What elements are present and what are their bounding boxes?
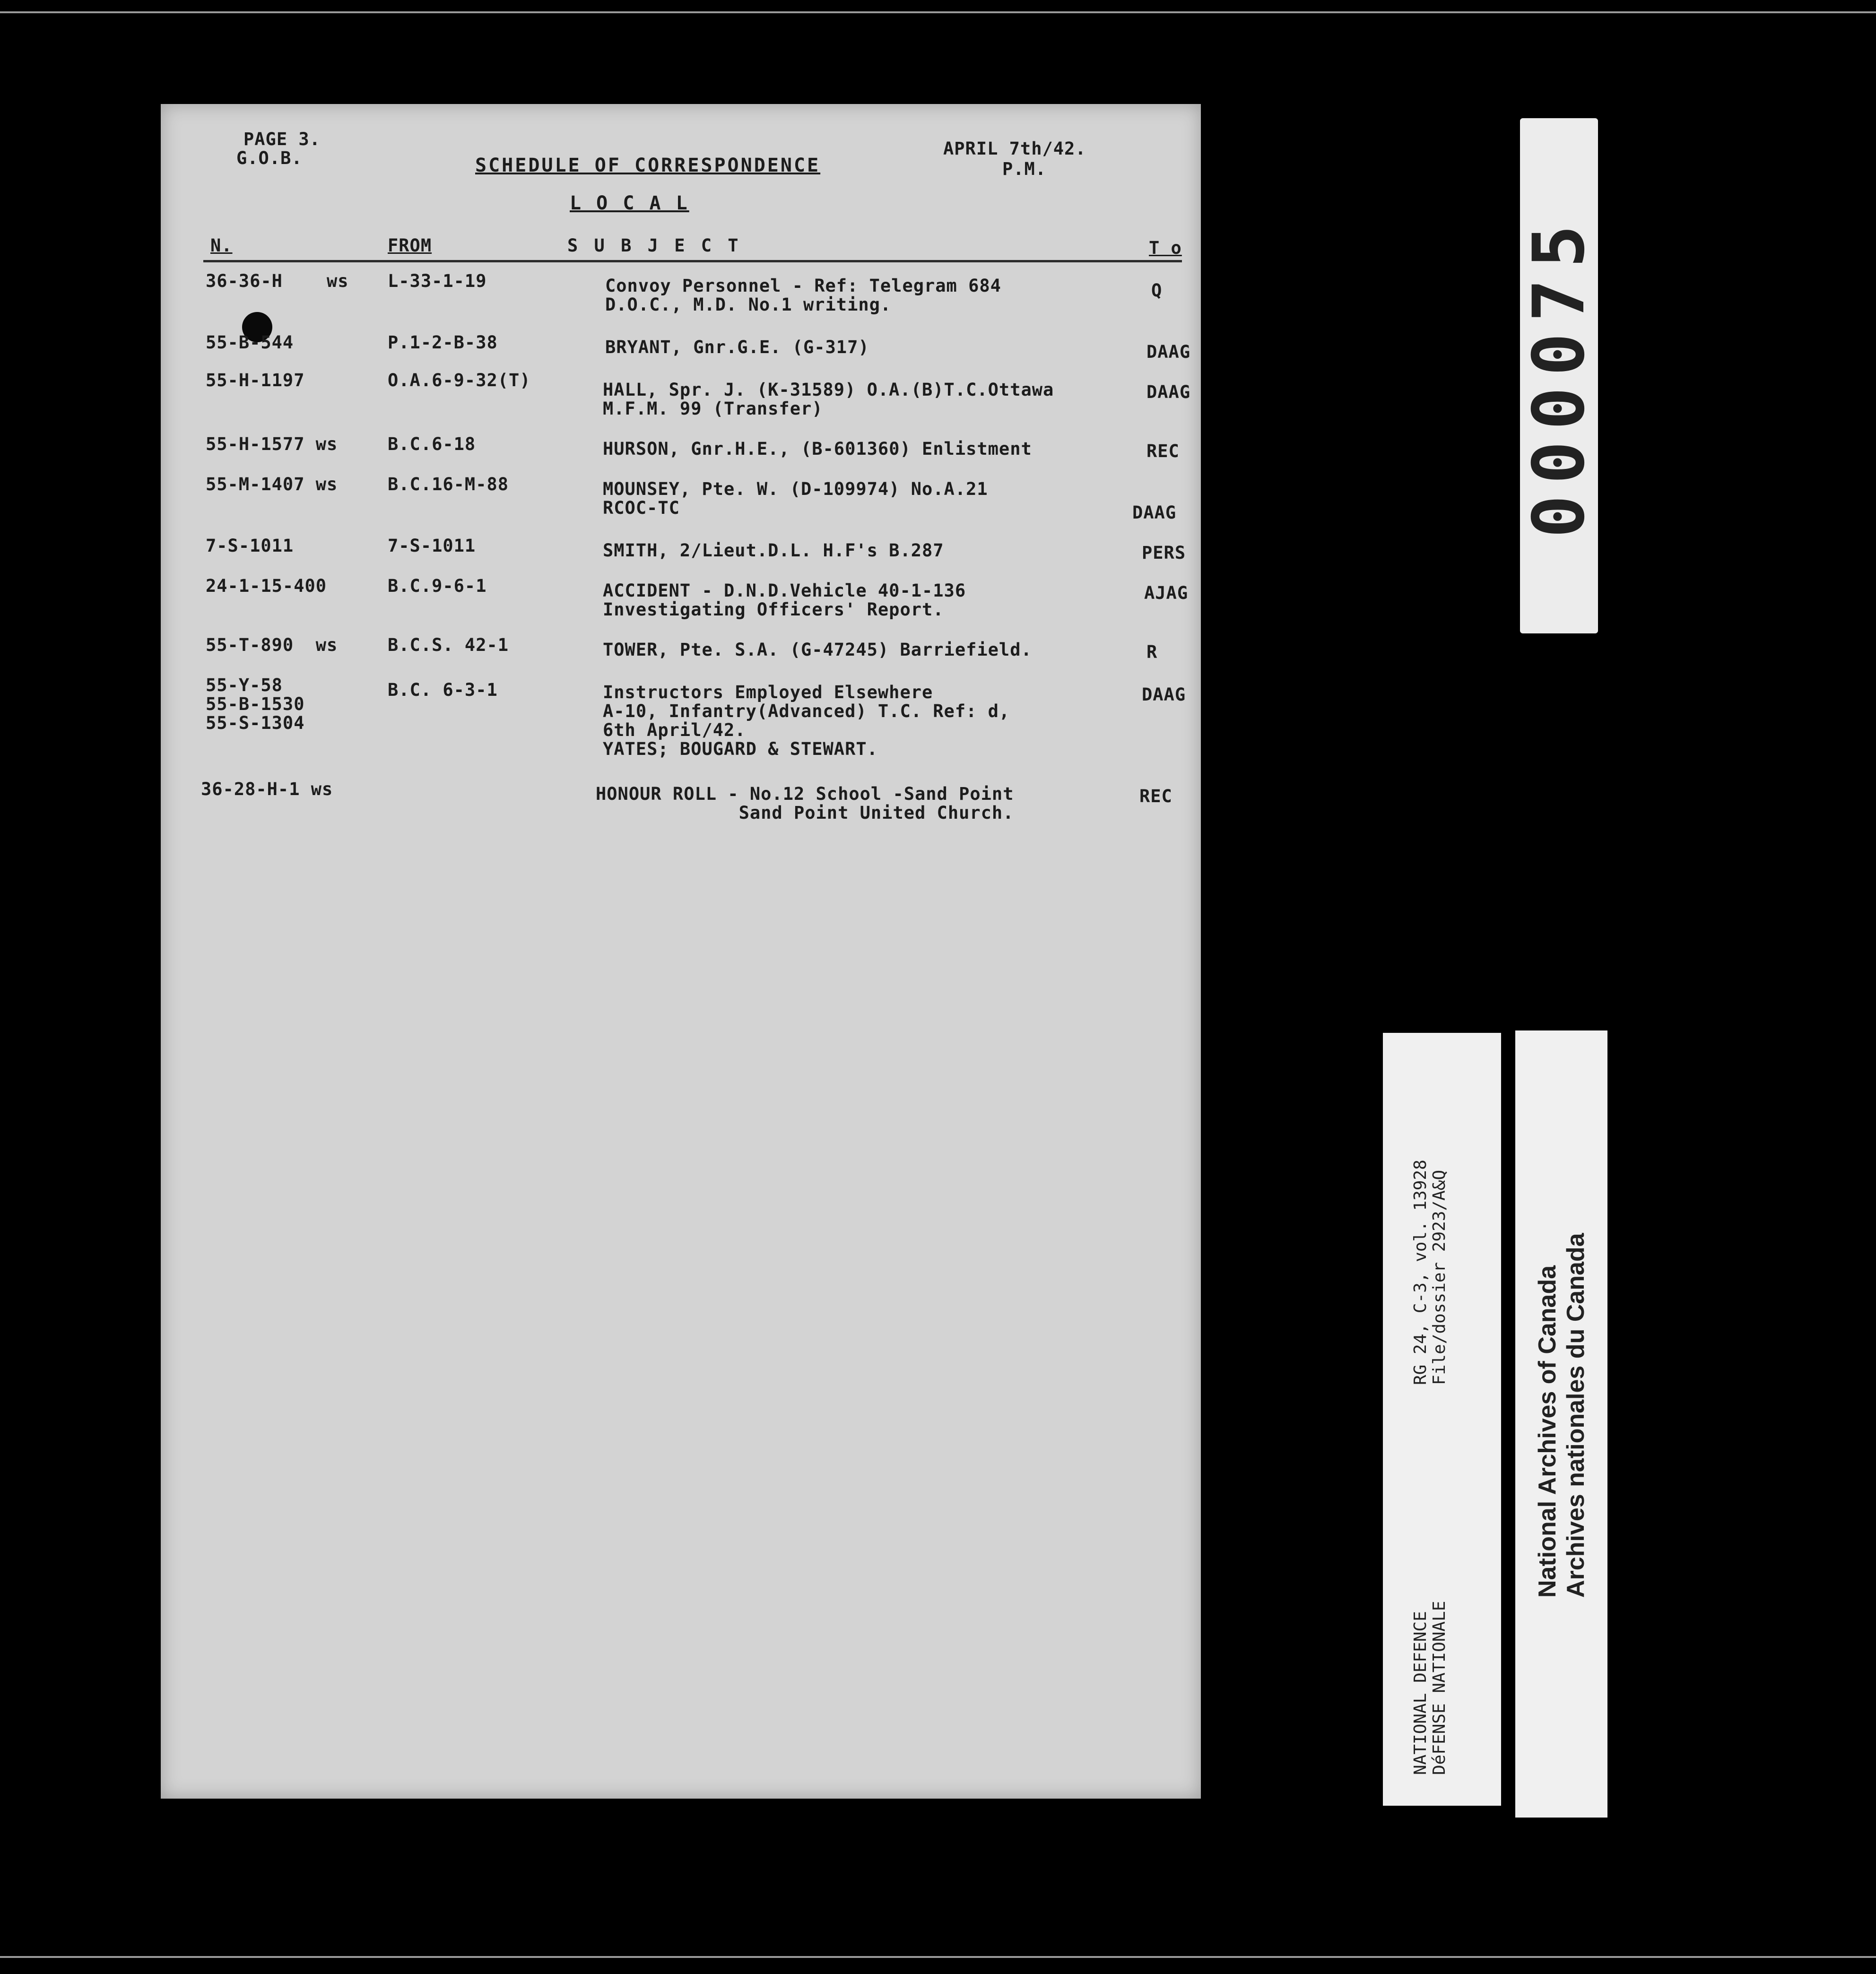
row-from: B.C.S. 42-1 xyxy=(388,635,509,655)
document-date: APRIL 7th/42. xyxy=(943,139,1086,159)
row-from: P.1-2-B-38 xyxy=(388,332,498,353)
column-header-no: N. xyxy=(210,235,233,256)
row-subject: HONOUR ROLL - No.12 School -Sand Point Sand Point United Church. xyxy=(596,784,1014,823)
office-code: G.O.B. xyxy=(236,148,303,168)
archives-french: Archives nationales du Canada xyxy=(1562,1233,1589,1598)
national-archives-label xyxy=(1515,1030,1607,1818)
frame-bottom-line xyxy=(0,1956,1876,1958)
row-to: REC xyxy=(1146,441,1180,461)
row-from: B.C.16-M-88 xyxy=(388,474,509,494)
column-header-from: FROM xyxy=(388,235,432,256)
reference-line-1: RG 24, C-3, vol. 13928 xyxy=(1411,1160,1430,1385)
row-no: 55-Y-58 55-B-1530 55-S-1304 xyxy=(206,675,305,733)
frame-number-label xyxy=(1520,118,1598,633)
department-french: DéFENSE NATIONALE xyxy=(1430,1601,1449,1775)
row-to: R xyxy=(1146,642,1158,662)
row-to: DAAG xyxy=(1142,684,1186,705)
row-no: 55-B-544 xyxy=(206,332,294,353)
row-to: DAAG xyxy=(1132,502,1177,523)
page-number: PAGE 3. xyxy=(243,129,321,149)
document-time: P.M. xyxy=(1002,159,1047,179)
archive-reference-label xyxy=(1383,1033,1501,1806)
archives-english: National Archives of Canada xyxy=(1534,1265,1561,1598)
row-no: 7-S-1011 xyxy=(206,536,294,556)
row-subject: BRYANT, Gnr.G.E. (G-317) xyxy=(605,337,869,357)
column-header-subject: S U B J E C T xyxy=(567,235,741,256)
row-from: 7-S-1011 xyxy=(388,536,476,556)
row-no: 36-36-H ws xyxy=(206,271,349,291)
row-subject: HALL, Spr. J. (K-31589) O.A.(B)T.C.Ottawa M.F.M. 99 (Transfer) xyxy=(603,380,1054,419)
row-from: L-33-1-19 xyxy=(388,271,487,291)
document-page xyxy=(161,104,1201,1799)
row-to: DAAG xyxy=(1146,342,1191,362)
reference-line-2: File/dossier 2923/A&Q xyxy=(1430,1169,1449,1385)
row-no: 36-28-H-1 ws xyxy=(201,779,333,799)
row-no: 55-M-1407 ws xyxy=(206,474,338,494)
row-no: 55-H-1197 xyxy=(206,370,305,390)
frame-top-line xyxy=(0,11,1876,13)
department-english: NATIONAL DEFENCE xyxy=(1411,1611,1430,1775)
row-to: REC xyxy=(1139,786,1172,806)
row-subject: SMITH, 2/Lieut.D.L. H.F's B.287 xyxy=(603,540,944,561)
row-from: B.C. 6-3-1 xyxy=(388,680,498,700)
row-subject: Instructors Employed Elsewhere A-10, Infantry(Advanced) T.C. Ref: d, 6th April/42. YATES; BOUGARD & STEWART. xyxy=(603,682,1010,759)
row-subject: ACCIDENT - D.N.D.Vehicle 40-1-136 Investigating Officers' Report. xyxy=(603,580,966,620)
row-to: Q xyxy=(1151,280,1163,301)
row-subject: Convoy Personnel - Ref: Telegram 684 D.O.C., M.D. No.1 writing. xyxy=(605,276,1001,315)
document-title: SCHEDULE OF CORRESPONDENCE xyxy=(475,155,821,176)
row-from: B.C.6-18 xyxy=(388,434,476,454)
document-subtitle: L O C A L xyxy=(570,192,689,214)
row-to: AJAG xyxy=(1144,583,1189,603)
header-rule xyxy=(203,260,1182,262)
row-subject: HURSON, Gnr.H.E., (B-601360) Enlistment xyxy=(603,439,1032,459)
row-to: PERS xyxy=(1142,543,1186,563)
row-subject: TOWER, Pte. S.A. (G-47245) Barriefield. xyxy=(603,640,1032,660)
row-from: O.A.6-9-32(T) xyxy=(388,370,531,390)
row-no: 55-T-890 ws xyxy=(206,635,338,655)
frame-number: 000075 xyxy=(1518,214,1600,538)
row-no: 24-1-15-400 xyxy=(206,576,327,596)
row-to: DAAG xyxy=(1146,382,1191,402)
column-header-to: T o xyxy=(1149,238,1182,258)
row-subject: MOUNSEY, Pte. W. (D-109974) No.A.21 RCOC-TC xyxy=(603,479,988,518)
row-from: B.C.9-6-1 xyxy=(388,576,487,596)
row-no: 55-H-1577 ws xyxy=(206,434,338,454)
